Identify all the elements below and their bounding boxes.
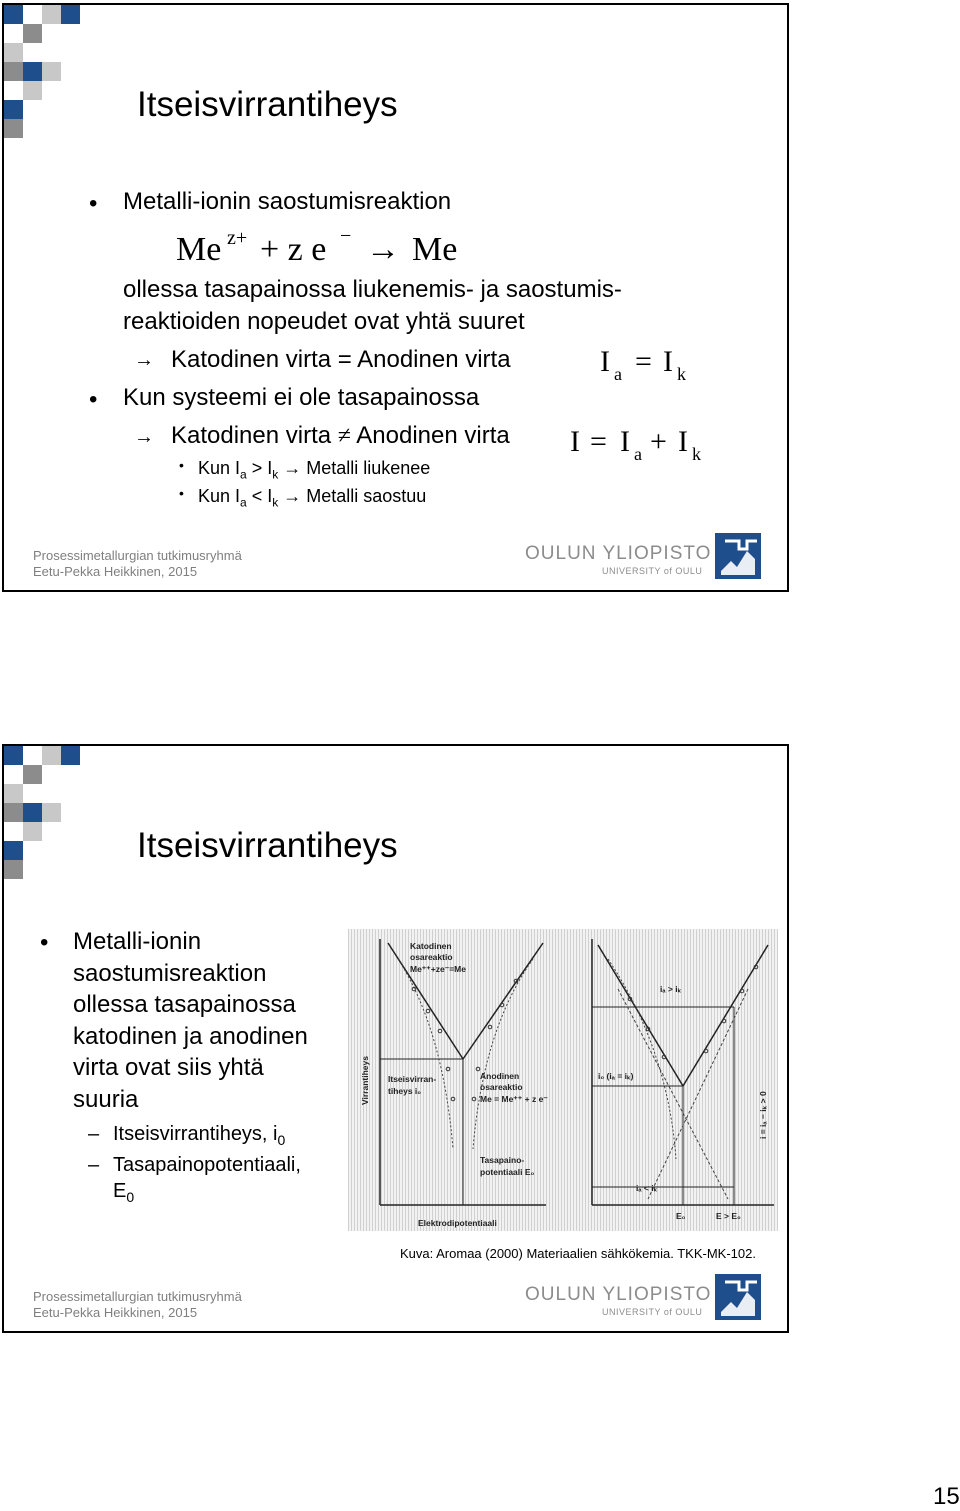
slide-1: Itseisvirrantiheys • Metalli-ionin saostumisreaktion Me z+ + z e − → Me ollessa tasapainossa liukenemis- ja saostumis- reaktioiden nopeudet ovat yhtä suuret → Katodinen virta = Anodinen virta I a = I k • Kun systeemi ei ole tasapainossa → Katodinen virta ≠ Anodinen virta I = I a + I k • Kun $I_a > I_k$ → Metalli liukenee • Kun $I_a < I_k$ → Metalli saostuu Prosessimetallurgian tutkimusryhmä Eetu-Pekka Heikkinen, 2015 OULUN YLIOPISTO UNIVERSITY of OULU xyxy=(2,3,789,592)
svg-text:potentiaali E₀: potentiaali E₀ xyxy=(480,1167,535,1177)
bullet-icon: • xyxy=(40,929,49,956)
bullet-text: Metalli-ionin saostumisreaktion xyxy=(123,188,452,215)
dash-icon: – xyxy=(88,1123,100,1145)
svg-text:E > E₀: E > E₀ xyxy=(716,1211,741,1221)
sub-bullet-text: Katodinen virta = Anodinen virta xyxy=(171,346,511,373)
text-line: ollessa tasapainossa liukenemis- ja saostumis- xyxy=(123,276,622,303)
not-equal-icon: ≠ xyxy=(337,423,351,449)
svg-text:OULUN YLIOPISTO: OULUN YLIOPISTO xyxy=(525,1284,712,1305)
svg-text:Me = Me⁺⁺ + z e⁻: Me = Me⁺⁺ + z e⁻ xyxy=(480,1094,548,1104)
arrow-icon: → xyxy=(134,349,154,371)
svg-text:Anodinen: Anodinen xyxy=(480,1071,520,1081)
text-line: reaktioiden nopeudet ovat yhtä suuret xyxy=(123,308,525,335)
dash-icon: – xyxy=(88,1154,100,1176)
svg-text:UNIVERSITY of OULU: UNIVERSITY of OULU xyxy=(602,566,703,576)
university-logo xyxy=(525,531,771,581)
polarization-figure xyxy=(348,929,778,1231)
page-number: 15 xyxy=(933,1483,960,1510)
sub-bullet-text: Tasapainopotentiaali, $E_0$ xyxy=(113,1154,301,1205)
small-bullet-text: Kun $I_a < I_k$ → Metalli saostuu xyxy=(198,486,427,510)
svg-text:Tasapaino-: Tasapaino- xyxy=(480,1155,525,1165)
slide-title: Itseisvirrantiheys xyxy=(137,85,398,124)
small-bullet-text: Kun $I_a > I_k$ → Metalli liukenee xyxy=(198,458,431,482)
svg-text:E₀: E₀ xyxy=(676,1211,686,1221)
bullet-icon: • xyxy=(89,190,98,217)
sub-bullet-text: Katodinen virta ≠ Anodinen virta xyxy=(171,422,510,449)
footer-author: Eetu-Pekka Heikkinen, 2015 xyxy=(33,564,198,579)
footer-author: Eetu-Pekka Heikkinen, 2015 xyxy=(33,1305,198,1320)
slide-2 xyxy=(2,744,789,1333)
footer-group: Prosessimetallurgian tutkimusryhmä xyxy=(33,1289,242,1304)
svg-text:iₐ > iₖ: iₐ > iₖ xyxy=(660,984,682,994)
svg-text:Katodinen: Katodinen xyxy=(410,941,452,951)
bullet-text: Kun systeemi ei ole tasapainossa xyxy=(123,384,480,411)
svg-text:Itseisvirran-: Itseisvirran- xyxy=(388,1074,437,1084)
svg-text:i = iₐ − iₖ > 0: i = iₐ − iₖ > 0 xyxy=(758,1091,768,1139)
svg-text:Virrantiheys: Virrantiheys xyxy=(360,1056,370,1105)
bullet-text: Metalli-ionin saostumisreaktion ollessa tasapainossa katodinen ja anodinen virta ovat siis yhtä suuria xyxy=(73,928,308,1113)
bullet-icon: • xyxy=(179,485,184,501)
footer-group: Prosessimetallurgian tutkimusryhmä xyxy=(33,548,242,563)
slide-title: Itseisvirrantiheys xyxy=(137,826,398,865)
arrow-icon: → xyxy=(134,426,154,448)
svg-text:tiheys i₀: tiheys i₀ xyxy=(388,1086,422,1096)
svg-text:Elektrodipotentiaali: Elektrodipotentiaali xyxy=(418,1218,497,1228)
sub-bullet-text: Itseisvirrantiheys, $i_0$ xyxy=(113,1123,286,1148)
svg-text:osareaktio: osareaktio xyxy=(410,952,453,962)
figure-caption: Kuva: Aromaa (2000) Materiaalien sähkökemia. TKK-MK-102. xyxy=(400,1246,756,1261)
svg-text:osareaktio: osareaktio xyxy=(480,1082,523,1092)
svg-text:iₐ < iₖ: iₐ < iₖ xyxy=(636,1183,658,1193)
svg-text:Me⁺⁺+ze⁻=Me: Me⁺⁺+ze⁻=Me xyxy=(410,964,466,974)
university-logo xyxy=(525,1272,771,1322)
svg-text:i₀ (iₐ = iₖ): i₀ (iₐ = iₖ) xyxy=(598,1071,634,1081)
svg-text:OULUN YLIOPISTO: OULUN YLIOPISTO xyxy=(525,543,712,564)
bullet-icon: • xyxy=(179,457,184,473)
bullet-icon: • xyxy=(89,386,98,413)
svg-text:UNIVERSITY of OULU: UNIVERSITY of OULU xyxy=(602,1307,703,1317)
